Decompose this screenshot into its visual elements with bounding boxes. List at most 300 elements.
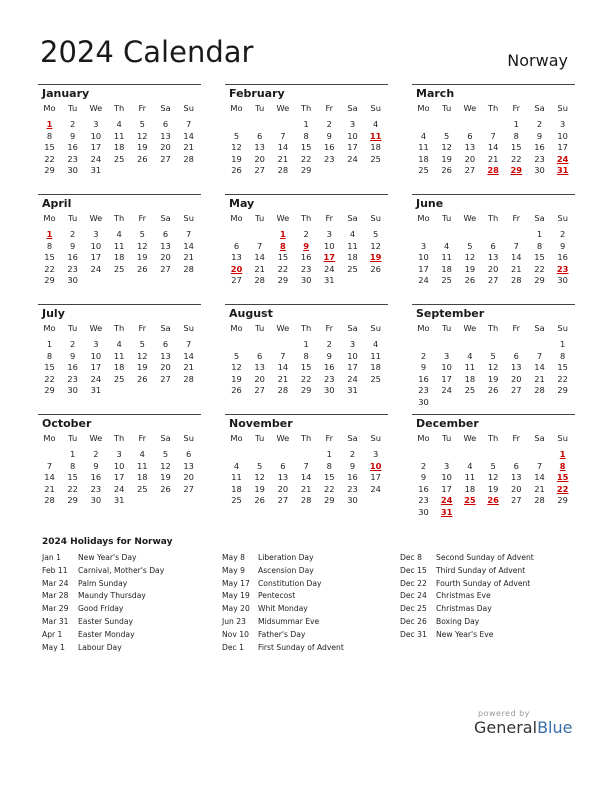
day-cell: 9 [70, 240, 76, 251]
holiday-date-label: Jun 23 [222, 616, 246, 626]
day-cell: 26 [231, 165, 242, 176]
day-cell: 17 [90, 362, 102, 373]
day-cell: 6 [467, 130, 473, 141]
month-name: September [416, 307, 485, 320]
day-cell: 28 [534, 385, 545, 396]
day-cell: 25 [370, 373, 381, 384]
holiday-date-label: Dec 26 [400, 616, 427, 626]
weekday-label: Fr [138, 323, 147, 333]
weekday-label: Fr [512, 213, 521, 223]
day-cell: 28 [183, 263, 194, 274]
day-cell: 5 [373, 229, 379, 239]
weekday-label: Fr [325, 433, 334, 443]
weekday-label: Sa [347, 103, 358, 113]
holiday-date-label: May 8 [222, 553, 245, 562]
day-cell: 30 [67, 165, 78, 176]
weekday-label: We [276, 433, 290, 443]
day-cell: 11 [231, 472, 242, 483]
day-cell: 25 [464, 385, 476, 396]
day-cell: 14 [511, 252, 522, 263]
day-cell: 3 [326, 229, 332, 239]
holiday-name: Christmas Eve [436, 591, 491, 601]
day-cell: 27 [511, 495, 522, 506]
day-cell: 5 [139, 339, 145, 349]
day-cell: 8 [326, 460, 332, 471]
day-cell: 25 [370, 153, 381, 164]
day-cell: 9 [93, 460, 99, 471]
day-cell: 10 [324, 240, 335, 251]
day-cell: 2 [536, 119, 543, 129]
day-cell: 29 [324, 495, 335, 506]
weekday-label: Sa [347, 323, 358, 333]
day-cell: 12 [160, 460, 171, 471]
day-cell: 21 [511, 263, 522, 274]
day-cell: 19 [137, 362, 148, 373]
day-cell: 8 [46, 350, 53, 361]
weekday-label: Sa [534, 433, 545, 443]
holiday-name: Maundy Thursday [78, 591, 146, 601]
day-cell: 4 [116, 339, 122, 349]
holiday-name: Third Sunday of Advent [436, 565, 526, 575]
day-cell: 9 [326, 130, 332, 141]
day-cell: 7 [536, 460, 543, 471]
day-cell: 9 [420, 472, 427, 483]
day-cell: 6 [162, 119, 169, 129]
day-cell: 20 [254, 153, 265, 164]
weekday-label: Tu [68, 323, 78, 333]
holiday-name: New Year's Eve [436, 629, 494, 639]
weekday-label: Su [370, 213, 381, 223]
holiday-name: First Sunday of Advent [258, 642, 344, 652]
month-name: July [42, 307, 65, 320]
day-cell: 1 [70, 449, 76, 459]
day-cell: 29 [44, 165, 55, 176]
weekday-label: Tu [68, 213, 78, 223]
day-cell: 1 [46, 339, 53, 349]
day-cell: 8 [536, 240, 543, 251]
day-cell: 3 [116, 449, 122, 459]
holiday-date: 8 [559, 460, 566, 471]
day-cell: 14 [277, 142, 289, 153]
day-cell: 20 [160, 252, 171, 263]
day-cell: 17 [113, 472, 125, 483]
weekday-label: We [463, 213, 477, 223]
weekday-label: Tu [255, 103, 265, 113]
weekday-label: Th [300, 213, 312, 223]
day-cell: 25 [418, 165, 429, 176]
holiday-date-label: Mar 31 [42, 616, 69, 626]
day-cell: 19 [254, 483, 265, 494]
holiday-date: 24 [440, 495, 453, 506]
month-november [225, 414, 388, 520]
day-cell: 17 [418, 263, 429, 274]
day-cell: 3 [93, 119, 99, 129]
weekday-label: Sa [534, 213, 545, 223]
day-cell: 10 [90, 350, 102, 361]
holiday-name: Ascension Day [258, 565, 314, 575]
weekday-label: Sa [160, 213, 171, 223]
day-cell: 20 [160, 142, 171, 153]
day-cell: 4 [116, 229, 122, 239]
day-cell: 20 [254, 373, 265, 384]
generalblue-logo[interactable] [474, 720, 572, 736]
weekday-label: Su [370, 323, 381, 333]
day-cell: 11 [137, 460, 148, 471]
day-cell: 22 [534, 263, 545, 274]
day-cell: 17 [441, 373, 452, 384]
day-cell: 14 [254, 252, 265, 263]
day-cell: 22 [511, 153, 522, 164]
day-cell: 9 [70, 350, 76, 361]
day-cell: 1 [513, 119, 519, 129]
weekday-label: Su [557, 323, 568, 333]
day-cell: 3 [349, 119, 356, 129]
day-cell: 22 [300, 373, 312, 384]
day-cell: 26 [487, 385, 499, 396]
day-cell: 5 [490, 460, 496, 471]
holiday-date: 8 [280, 240, 286, 251]
day-cell: 15 [300, 142, 312, 153]
day-cell: 18 [347, 252, 358, 263]
day-cell: 14 [534, 472, 545, 483]
day-cell: 23 [90, 483, 102, 494]
day-cell: 5 [467, 240, 473, 251]
holiday-date-label: Mar 24 [42, 578, 69, 588]
day-cell: 10 [441, 362, 452, 373]
holiday-date-label: May 20 [222, 604, 250, 614]
holiday-date: 11 [369, 130, 382, 141]
weekday-label: Th [300, 103, 312, 113]
day-cell: 27 [464, 165, 476, 176]
holiday-date-label: Nov 10 [222, 629, 249, 639]
day-cell: 12 [370, 240, 381, 251]
day-cell: 1 [303, 119, 309, 129]
day-cell: 26 [441, 165, 452, 176]
day-cell: 30 [324, 385, 335, 396]
day-cell: 21 [534, 483, 545, 494]
weekday-label: We [89, 323, 103, 333]
day-cell: 23 [324, 153, 335, 164]
day-cell: 4 [233, 460, 240, 471]
brand-general: General [474, 718, 538, 737]
day-cell: 16 [67, 252, 78, 263]
day-cell: 20 [160, 362, 171, 373]
holiday-date: 26 [487, 495, 499, 506]
day-cell: 27 [254, 385, 265, 396]
weekday-label: Sa [534, 323, 545, 333]
day-cell: 4 [373, 339, 379, 349]
day-cell: 31 [324, 275, 335, 286]
day-cell: 16 [557, 252, 568, 263]
day-cell: 7 [257, 240, 263, 251]
day-cell: 25 [347, 263, 358, 274]
weekday-label: Tu [255, 213, 265, 223]
day-cell: 5 [257, 460, 263, 471]
day-cell: 20 [487, 263, 499, 274]
day-cell: 30 [67, 385, 78, 396]
day-cell: 22 [44, 263, 55, 274]
day-cell: 27 [231, 275, 242, 286]
brand-blue: Blue [537, 718, 573, 737]
day-cell: 27 [183, 483, 194, 494]
weekday-label: Su [557, 103, 568, 113]
weekday-label: Mo [417, 323, 430, 333]
day-cell: 30 [67, 275, 78, 286]
holiday-name: Christmas Day [436, 604, 492, 614]
day-cell: 11 [464, 362, 476, 373]
month-name: October [42, 417, 92, 430]
holiday-date-label: May 9 [222, 565, 245, 575]
day-cell: 7 [186, 229, 192, 239]
weekday-label: Th [487, 433, 499, 443]
day-cell: 5 [444, 130, 450, 141]
day-cell: 4 [139, 449, 145, 459]
day-cell: 30 [557, 275, 568, 286]
day-cell: 4 [467, 350, 473, 361]
month-name: June [416, 197, 444, 210]
day-cell: 20 [464, 153, 476, 164]
day-cell: 29 [300, 385, 312, 396]
weekday-label: Sa [160, 103, 171, 113]
day-cell: 7 [490, 130, 496, 141]
day-cell: 5 [233, 130, 240, 141]
holiday-name: New Year's Day [78, 553, 137, 562]
weekday-label: Th [113, 433, 125, 443]
weekday-label: Th [487, 103, 499, 113]
day-cell: 16 [67, 142, 78, 153]
day-cell: 29 [67, 495, 78, 506]
day-cell: 2 [326, 339, 332, 349]
day-cell: 11 [347, 240, 358, 251]
holiday-date-label: May 19 [222, 591, 250, 601]
day-cell: 23 [534, 153, 545, 164]
day-cell: 29 [44, 275, 55, 286]
day-cell: 17 [347, 142, 358, 153]
day-cell: 13 [254, 362, 265, 373]
holiday-date-label: May 1 [42, 642, 65, 652]
day-cell: 9 [420, 362, 427, 373]
day-cell: 26 [370, 263, 381, 274]
weekday-label: Su [183, 213, 194, 223]
weekday-label: Su [183, 433, 194, 443]
holiday-date: 23 [556, 263, 569, 274]
day-cell: 9 [349, 460, 356, 471]
day-cell: 1 [560, 339, 566, 349]
day-cell: 14 [300, 472, 312, 483]
day-cell: 13 [487, 252, 499, 263]
holiday-name: Easter Monday [78, 629, 135, 639]
holiday-date: 1 [46, 119, 53, 129]
day-cell: 18 [113, 252, 125, 263]
day-cell: 6 [162, 339, 169, 349]
weekday-label: We [463, 433, 477, 443]
day-cell: 7 [280, 130, 286, 141]
day-cell: 10 [418, 252, 429, 263]
day-cell: 12 [464, 252, 476, 263]
holiday-date: 15 [556, 472, 569, 483]
day-cell: 21 [183, 252, 194, 263]
weekday-label: We [276, 323, 290, 333]
month-june [412, 194, 575, 300]
weekday-label: Sa [347, 433, 358, 443]
day-cell: 12 [137, 240, 148, 251]
day-cell: 28 [183, 153, 194, 164]
day-cell: 6 [162, 229, 169, 239]
month-december [412, 414, 575, 520]
weekday-label: Mo [417, 103, 430, 113]
day-cell: 24 [370, 483, 381, 494]
day-cell: 30 [418, 507, 429, 517]
day-cell: 12 [231, 362, 242, 373]
day-cell: 6 [513, 350, 519, 361]
day-cell: 16 [534, 142, 545, 153]
day-cell: 28 [277, 385, 289, 396]
day-cell: 3 [93, 229, 99, 239]
day-cell: 4 [349, 229, 356, 239]
day-cell: 7 [303, 460, 309, 471]
holiday-date: 1 [280, 229, 286, 239]
day-cell: 22 [300, 153, 312, 164]
holiday-name: Liberation Day [258, 553, 314, 562]
day-cell: 2 [420, 350, 427, 361]
holiday-name: Second Sunday of Advent [436, 553, 534, 562]
weekday-label: We [89, 433, 103, 443]
day-cell: 17 [441, 483, 452, 494]
day-cell: 5 [162, 449, 169, 459]
day-cell: 9 [326, 350, 332, 361]
holiday-date: 22 [556, 483, 569, 494]
day-cell: 16 [347, 472, 358, 483]
weekday-label: Fr [138, 213, 147, 223]
weekday-label: We [89, 103, 103, 113]
day-cell: 17 [347, 362, 358, 373]
day-cell: 19 [137, 142, 148, 153]
day-cell: 31 [90, 385, 102, 396]
day-cell: 8 [46, 130, 53, 141]
day-cell: 14 [487, 142, 499, 153]
weekday-label: Su [370, 103, 381, 113]
day-cell: 8 [303, 130, 309, 141]
day-cell: 2 [70, 119, 76, 129]
day-cell: 9 [536, 130, 543, 141]
weekday-label: Su [183, 103, 194, 113]
day-cell: 6 [490, 240, 496, 251]
weekday-label: Sa [534, 103, 545, 113]
month-february [225, 84, 388, 190]
day-cell: 22 [557, 373, 568, 384]
powered-by-text: powered by [478, 709, 530, 718]
weekday-label: Mo [43, 213, 56, 223]
day-cell: 5 [139, 119, 145, 129]
day-cell: 21 [300, 483, 312, 494]
day-cell: 3 [420, 240, 427, 251]
day-cell: 28 [44, 495, 55, 506]
holiday-date-label: Dec 8 [400, 553, 422, 562]
day-cell: 30 [534, 165, 545, 176]
day-cell: 18 [231, 483, 242, 494]
day-cell: 2 [349, 449, 356, 459]
day-cell: 13 [464, 142, 476, 153]
day-cell: 27 [254, 165, 265, 176]
day-cell: 26 [137, 263, 148, 274]
day-cell: 18 [464, 373, 476, 384]
day-cell: 23 [347, 483, 358, 494]
day-cell: 12 [487, 362, 499, 373]
holiday-name: Palm Sunday [78, 578, 128, 588]
month-name: November [229, 417, 293, 430]
holiday-date: 17 [323, 252, 336, 263]
day-cell: 18 [370, 142, 381, 153]
day-cell: 16 [67, 362, 78, 373]
day-cell: 30 [300, 275, 312, 286]
month-july [38, 304, 201, 410]
day-cell: 24 [441, 385, 452, 396]
day-cell: 6 [186, 449, 192, 459]
day-cell: 24 [418, 275, 429, 286]
holiday-date-label: Apr 1 [42, 629, 63, 639]
day-cell: 20 [511, 483, 522, 494]
day-cell: 31 [90, 165, 102, 176]
day-cell: 15 [44, 362, 55, 373]
day-cell: 16 [324, 142, 335, 153]
holiday-date: 31 [556, 165, 569, 176]
day-cell: 14 [534, 362, 545, 373]
day-cell: 28 [511, 275, 522, 286]
day-cell: 10 [557, 130, 568, 141]
day-cell: 10 [90, 130, 102, 141]
day-cell: 31 [347, 385, 358, 396]
day-cell: 2 [560, 229, 566, 239]
holiday-date: 20 [230, 263, 243, 274]
day-cell: 20 [277, 483, 289, 494]
day-cell: 7 [280, 350, 286, 361]
holiday-date-label: May 17 [222, 578, 250, 588]
day-cell: 21 [277, 153, 289, 164]
day-cell: 8 [560, 350, 566, 361]
day-cell: 30 [347, 495, 358, 506]
day-cell: 13 [231, 252, 242, 263]
day-cell: 23 [418, 385, 429, 396]
day-cell: 3 [373, 449, 379, 459]
day-cell: 21 [277, 373, 289, 384]
weekday-label: Mo [230, 213, 243, 223]
day-cell: 10 [90, 240, 102, 251]
day-cell: 17 [90, 252, 102, 263]
day-cell: 21 [534, 373, 545, 384]
holiday-date-label: Dec 31 [400, 629, 427, 639]
day-cell: 25 [137, 483, 148, 494]
holiday-date-label: Dec 24 [400, 591, 427, 601]
day-cell: 7 [186, 339, 192, 349]
day-cell: 4 [116, 119, 122, 129]
weekday-label: Tu [255, 433, 265, 443]
day-cell: 21 [487, 153, 499, 164]
day-cell: 12 [441, 142, 452, 153]
day-cell: 16 [324, 362, 335, 373]
weekday-label: Th [113, 323, 125, 333]
weekday-label: Sa [347, 213, 358, 223]
month-april [38, 194, 201, 300]
weekday-label: We [463, 323, 477, 333]
day-cell: 27 [511, 385, 522, 396]
day-cell: 6 [233, 240, 240, 251]
holiday-date: 24 [556, 153, 569, 164]
weekday-label: Fr [325, 323, 334, 333]
day-cell: 23 [67, 153, 78, 164]
page-title: 2024 Calendar [40, 35, 254, 69]
holiday-name: Good Friday [78, 604, 124, 614]
day-cell: 24 [347, 153, 358, 164]
